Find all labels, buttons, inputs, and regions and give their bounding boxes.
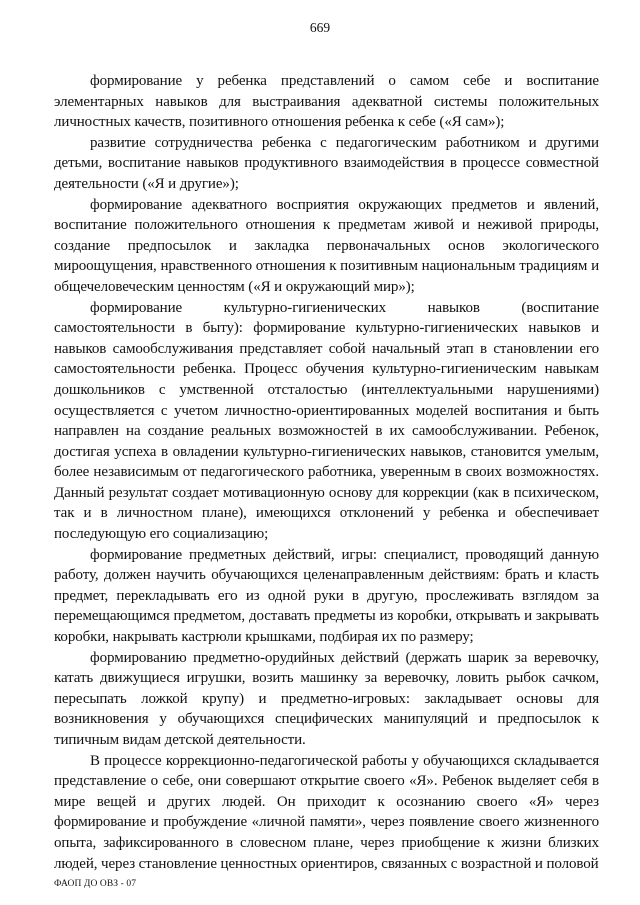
paragraph-tool-actions: формированию предметно-орудийных действий (держать шарик за веревочку, катать движущиеся игрушки, возить машинку за веревочку, ловить рыбок сачком, пересыпать ложкой крупу) и предметно-игровых: закладывает основы для возникновения у обучающихся специфических манипуляций и предпосылок к типичным видам детской деятельности. [54,649,599,748]
page-number: 669 [309,20,331,35]
paragraph-object-actions: формирование предметных действий, игры: специалист, проводящий данную работу, должен научить обучающихся целенаправленным действиям: брать и класть предмет, перекладывать его из одной руки в другую, прослеживать взглядом за перемещающимся предметом, доставать предметы из коробки, открывать и закрывать коробки, накрывать кастрюли крышками, подбирая их по размеру; [54,546,599,646]
body-text [54,71,599,874]
paragraph-hygiene-skills: формирование культурно-гигиенических навыков (воспитание самостоятельности в быту): формирование культурно-гигиенических навыков и навыков самообслуживания представляет собой начальный этап в становлении его самостоятельности ребенка. Процесс обучения культурно-гигиеническим навыкам дошкольников с умственной отсталостью (интеллектуальными нарушениями) осуществляется с учетом личностно-ориентированных моделей воспитания и быть направлен на создание реальных возможностей в их самообслуживании. Ребенок, достигая успеха в овладении культурно-гигиенических навыков, становится умелым, более независимым от педагогического работника, уверенным в своих возможностях. Данный результат создает мотивационную основу для коррекции (как в психическом, так и в личностном плане), имеющихся отклонений у ребенка и обеспечивает последующую его социализацию; [54,299,599,543]
paragraph-environment-perception: формирование адекватного восприятия окружающих предметов и явлений, воспитание положительного отношения к предметам живой и неживой природы, создание предпосылок и закладка первоначальных основ экологического мироощущения, нравственного отношения к позитивным национальным традициям и общечеловеческим ценностям («Я и окружающий мир»); [54,196,599,295]
paragraph-self-concept: формирование у ребенка представлений о самом себе и воспитание элементарных навыков для выстраивания адекватной системы положительных личностных качеств, позитивного отношения ребенка к себе («Я сам»); [54,73,599,131]
document-footer: ФАОП ДО ОВЗ - 07 [54,879,137,889]
paragraph-correctional-work: В процессе коррекционно-педагогической работы у обучающихся складывается представление о себе, они совершают открытие своего «Я». Ребенок выделяет себя в мире вещей и других людей. Он приходит к осознанию своего «Я» через формирование и пробуждение «личной памяти», через появление своего жизненного опыта, зафиксированного в словесном плане, через приобщение к жизни близких людей, через становление ценностных ориентиров, связанных с возрастной и половой [54,752,599,872]
paragraph-cooperation: развитие сотрудничества ребенка с педагогическим работником и другими детьми, воспитание навыков продуктивного взаимодействия в процессе совместной деятельности («Я и другие»); [54,134,599,192]
